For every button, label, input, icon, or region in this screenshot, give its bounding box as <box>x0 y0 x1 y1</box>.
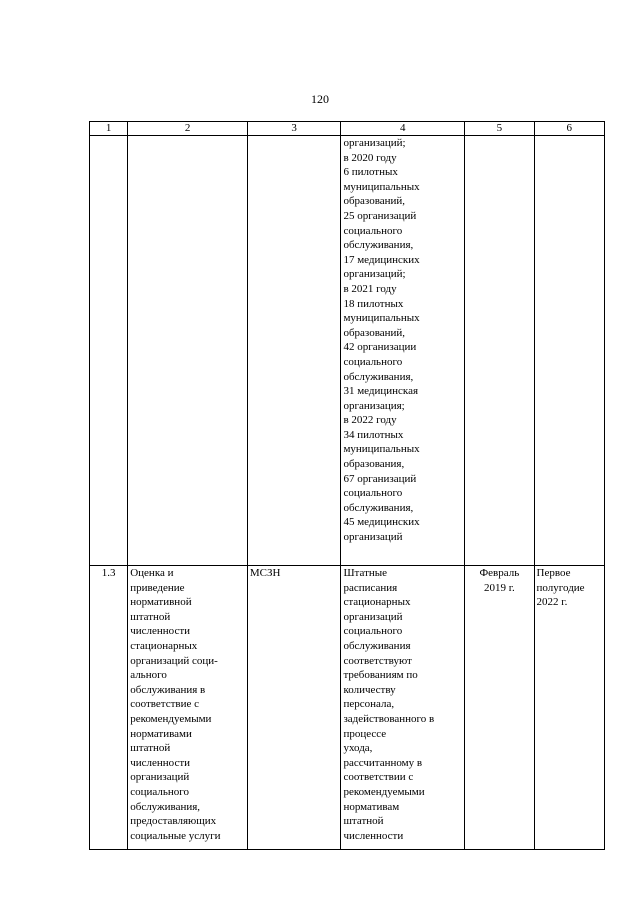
cell-text-line: 31 медицинская <box>343 385 419 398</box>
cell-text-line: 45 медицинских <box>343 516 420 529</box>
cell-empty <box>128 136 248 566</box>
cell-text-line: Февраль <box>479 567 520 579</box>
cell-text-line: штатной <box>130 610 171 623</box>
header-col-3: 3 <box>247 122 341 136</box>
cell-text-line: 67 организаций <box>343 472 417 485</box>
cell-empty <box>247 136 341 566</box>
header-col-5: 5 <box>465 122 534 136</box>
cell-text-line: Первое <box>536 567 571 579</box>
cell-text-line: социального <box>130 785 189 798</box>
cell-empty <box>534 136 604 566</box>
cell-text-line: организаций; <box>343 137 406 149</box>
cell-text-line: организаций <box>130 771 190 784</box>
cell-text-line: полугодие <box>536 581 585 594</box>
cell-measure-name <box>128 566 248 850</box>
cell-text-line: обслуживания, <box>343 370 414 383</box>
cell-text-line: 42 организации <box>343 341 417 354</box>
cell-text-line: стационарных <box>343 596 411 609</box>
cell-text-line: стационарных <box>130 639 198 652</box>
cell-executor: МСЗН <box>247 566 341 850</box>
cell-text-line: в 2020 году <box>343 151 397 164</box>
cell-text-line: образований, <box>343 326 406 339</box>
cell-text-line: соответствуют <box>343 654 412 667</box>
cell-text-line: приведение <box>130 581 185 594</box>
cell-text-line: в 2021 году <box>343 282 397 295</box>
cell-text-line: муниципальных <box>343 312 420 325</box>
cell-text-line: 6 пилотных <box>343 166 398 179</box>
cell-empty <box>465 136 534 566</box>
cell-text-line: организаций; <box>343 268 406 281</box>
cell-text-line: обслуживания, <box>343 501 414 514</box>
cell-item-number: 1.3 <box>90 566 128 850</box>
cell-text-line: социальные услуги <box>130 829 221 842</box>
cell-text-line: требованиям по <box>343 669 418 682</box>
header-col-4: 4 <box>341 122 465 136</box>
table-row-continuation <box>90 136 605 566</box>
cell-text-line: социального <box>343 487 403 500</box>
cell-text-line: образования, <box>343 458 405 471</box>
cell-text-line: 18 пилотных <box>343 297 404 310</box>
cell-text-line: Оценка и <box>130 567 174 579</box>
cell-text-line: в 2022 году <box>343 414 397 427</box>
cell-text-line: Штатные <box>343 567 388 579</box>
cell-text-line: муниципальных <box>343 443 420 456</box>
cell-text-line: соответствие с <box>130 698 200 711</box>
cell-text-line: социального <box>343 625 403 638</box>
cell-text-line: нормативной <box>130 596 192 609</box>
cell-text-line: 2022 г. <box>536 596 568 609</box>
cell-text-line: образований, <box>343 195 406 208</box>
header-col-6: 6 <box>534 122 604 136</box>
header-col-1: 1 <box>90 122 128 136</box>
cell-text-line: обслуживания <box>343 639 411 652</box>
cell-text-line: социального <box>343 355 403 368</box>
cell-text-line: количеству <box>343 683 396 696</box>
header-col-2: 2 <box>128 122 248 136</box>
cell-text-line: обслуживания, <box>130 800 201 813</box>
cell-text-line: 25 организаций <box>343 209 417 222</box>
cell-text-line: нормативами <box>130 727 192 740</box>
cell-text-line: организаций <box>343 531 403 544</box>
cell-text-line: муниципальных <box>343 180 420 193</box>
cell-start-date <box>465 566 534 850</box>
cell-text-line: 17 медицинских <box>343 253 420 266</box>
cell-text-line: организация; <box>343 399 405 412</box>
table-row-1-3 <box>90 566 605 850</box>
header-row <box>90 122 605 136</box>
cell-text-line: рекомендуемыми <box>343 785 425 798</box>
cell-text-line: ального <box>130 669 167 682</box>
plan-table <box>89 121 605 850</box>
cell-text-line: численности <box>343 829 404 842</box>
cell-text-line: рекомендуемыми <box>130 712 212 725</box>
cell-expected-result <box>341 566 465 850</box>
cell-text-line: задействованного в <box>343 712 435 725</box>
cell-text-line: соответствии с <box>343 771 414 784</box>
cell-text-line: персонала, <box>343 698 395 711</box>
cell-text-line: рассчитанному в <box>343 756 423 769</box>
cell-text-line: штатной <box>130 742 171 755</box>
cell-text-line: нормативам <box>343 800 400 813</box>
cell-text-line: обслуживания, <box>343 239 414 252</box>
cell-text-line: организаций <box>343 610 403 623</box>
cell-end-date <box>534 566 604 850</box>
cell-text-line: процессе <box>343 727 387 740</box>
page-number: 120 <box>311 92 329 106</box>
cell-text-line: 2019 г. <box>483 581 515 594</box>
cell-text-line: организаций соци- <box>130 654 218 667</box>
cell-text-line: расписания <box>343 581 398 594</box>
cell-text-line: численности <box>130 756 191 769</box>
cell-results-continued <box>341 136 465 566</box>
cell-text-line: штатной <box>343 815 384 828</box>
cell-text-line: обслуживания в <box>130 683 206 696</box>
cell-text-line: ухода, <box>343 742 373 755</box>
cell-text-line: предоставляющих <box>130 815 217 828</box>
cell-empty <box>90 136 128 566</box>
cell-text-line: социального <box>343 224 403 237</box>
cell-text-line: 34 пилотных <box>343 428 404 441</box>
cell-text-line: численности <box>130 625 191 638</box>
